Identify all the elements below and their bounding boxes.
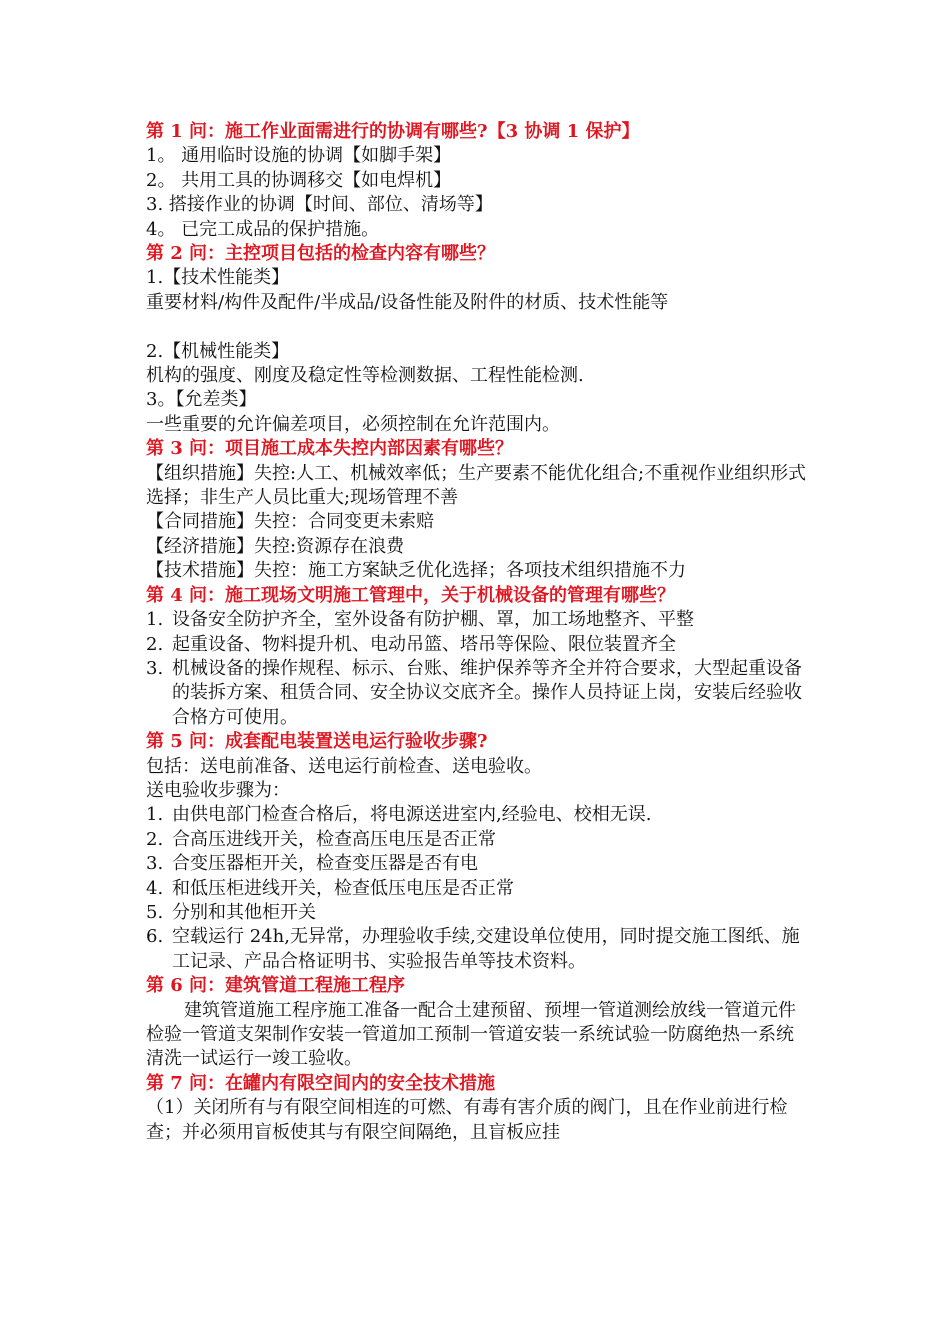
q1-line-2: 2。 共用工具的协调移交【如电焊机】 [146,169,452,191]
list-text: 合高压进线开关，检查高压电压是否正常 [172,828,496,850]
q3-line-4: 【技术措施】失控：施工方案缺乏优化选择；各项技术组织措施不力 [146,560,686,582]
list-text: 分别和其他柜开关 [172,901,316,923]
question-7-title: 第 7 问：在罐内有限空间内的安全技术措施 [146,1072,496,1094]
q5-line-1: 包括：送电前准备、送电运行前检查、送电验收。 [146,755,542,777]
list-number: 6. [146,926,164,948]
list-number: 4. [146,877,164,899]
list-number: 2. [146,828,164,850]
list-text: 和低压柜进线开关，检查低压电压是否正常 [172,877,514,899]
list-item [146,877,810,901]
document-page [146,120,810,1145]
list-number: 3. [146,853,164,875]
list-number: 3. [146,657,164,679]
q2-line-4: 机构的强度、刚度及稳定性等检测数据、工程性能检测. [146,365,584,387]
list-item [146,608,810,632]
list-item [146,925,810,974]
list-text: 起重设备、物料提升机、电动吊篮、塔吊等保险、限位装置齐全 [172,633,676,655]
q2-line-3: 2.【机械性能类】 [146,340,290,362]
list-item [146,901,810,925]
list-number: 2. [146,633,164,655]
q3-line-2: 【合同措施】失控：合同变更未索赔 [146,511,434,533]
list-item [146,852,810,876]
question-4-title: 第 4 问：施工现场文明施工管理中，关于机械设备的管理有哪些？ [146,584,676,606]
list-number: 5. [146,901,164,923]
q1-line-1: 1。 通用临时设施的协调【如脚手架】 [146,145,452,167]
q2-line-1: 1.【技术性能类】 [146,267,290,289]
q2-line-6: 一些重要的允许偏差项目，必须控制在允许范围内。 [146,413,560,435]
question-3-title: 第 3 问：项目施工成本失控内部因素有哪些？ [146,438,514,460]
list-item [146,803,810,827]
list-text: 设备安全防护齐全，室外设备有防护棚、罩，加工场地整齐、平整 [172,609,694,631]
list-item [146,657,810,730]
question-1-title: 第 1 问：施工作业面需进行的协调有哪些?【3 协调 1 保护】 [146,121,640,142]
list-number: 1. [146,609,164,631]
list-number: 1. [146,804,164,826]
list-item [146,828,810,852]
q5-line-2: 送电验收步骤为： [146,779,290,801]
q2-line-2: 重要材料/构件及配件/半成品/设备性能及附件的材质、技术性能等 [146,291,669,313]
question-5-title: 第 5 问：成套配电装置送电运行验收步骤? [146,731,488,753]
blank-line [146,315,810,339]
list-text: 空载运行 24h,无异常，办理验收手续,交建设单位使用，同时提交施工图纸、施工记录、产品合格证明书、实验报告单等技术资料。 [172,926,800,972]
q5-list [146,803,810,974]
list-text: 机械设备的操作规程、标示、台账、维护保养等齐全并符合要求，大型起重设备的装拆方案、租赁合同、安全协议交底齐全。操作人员持证上岗，安装后经验收合格方可使用。 [172,657,802,728]
q4-list [146,608,810,730]
question-6-title: 第 6 问：建筑管道工程施工程序 [146,975,406,997]
q2-line-5: 3。【允差类】 [146,389,257,411]
q3-line-3: 【经济措施】失控:资源存在浪费 [146,535,405,557]
list-text: 由供电部门检查合格后，将电源送进室内,经验电、校相无误. [172,804,652,826]
q7-body: （1）关闭所有与有限空间相连的可燃、有毒有害介质的阀门，且在作业前进行检查；并必须用盲板使其与有限空间隔绝，且盲板应挂 [146,1097,788,1143]
q6-body: 建筑管道施工程序施工准备一配合土建预留、预埋一管道测绘放线一管道元件检验一管道支架制作安装一管道加工预制一管道安装一系统试验一防腐绝热一系统清洗一试运行一竣工验收。 [146,999,796,1070]
list-text: 合变压器柜开关，检查变压器是否有电 [172,853,478,875]
question-2-title: 第 2 问：主控项目包括的检查内容有哪些？ [146,243,496,265]
q3-line-1: 【组织措施】失控:人工、机械效率低；生产要素不能优化组合;不重视作业组织形式选择；非生产人员比重大;现场管理不善 [146,462,807,509]
list-item [146,633,810,657]
q1-line-3: 3. 搭接作业的协调【时间、部位、清场等】 [146,194,493,216]
q1-line-4: 4。 已完工成品的保护措施。 [146,218,380,240]
